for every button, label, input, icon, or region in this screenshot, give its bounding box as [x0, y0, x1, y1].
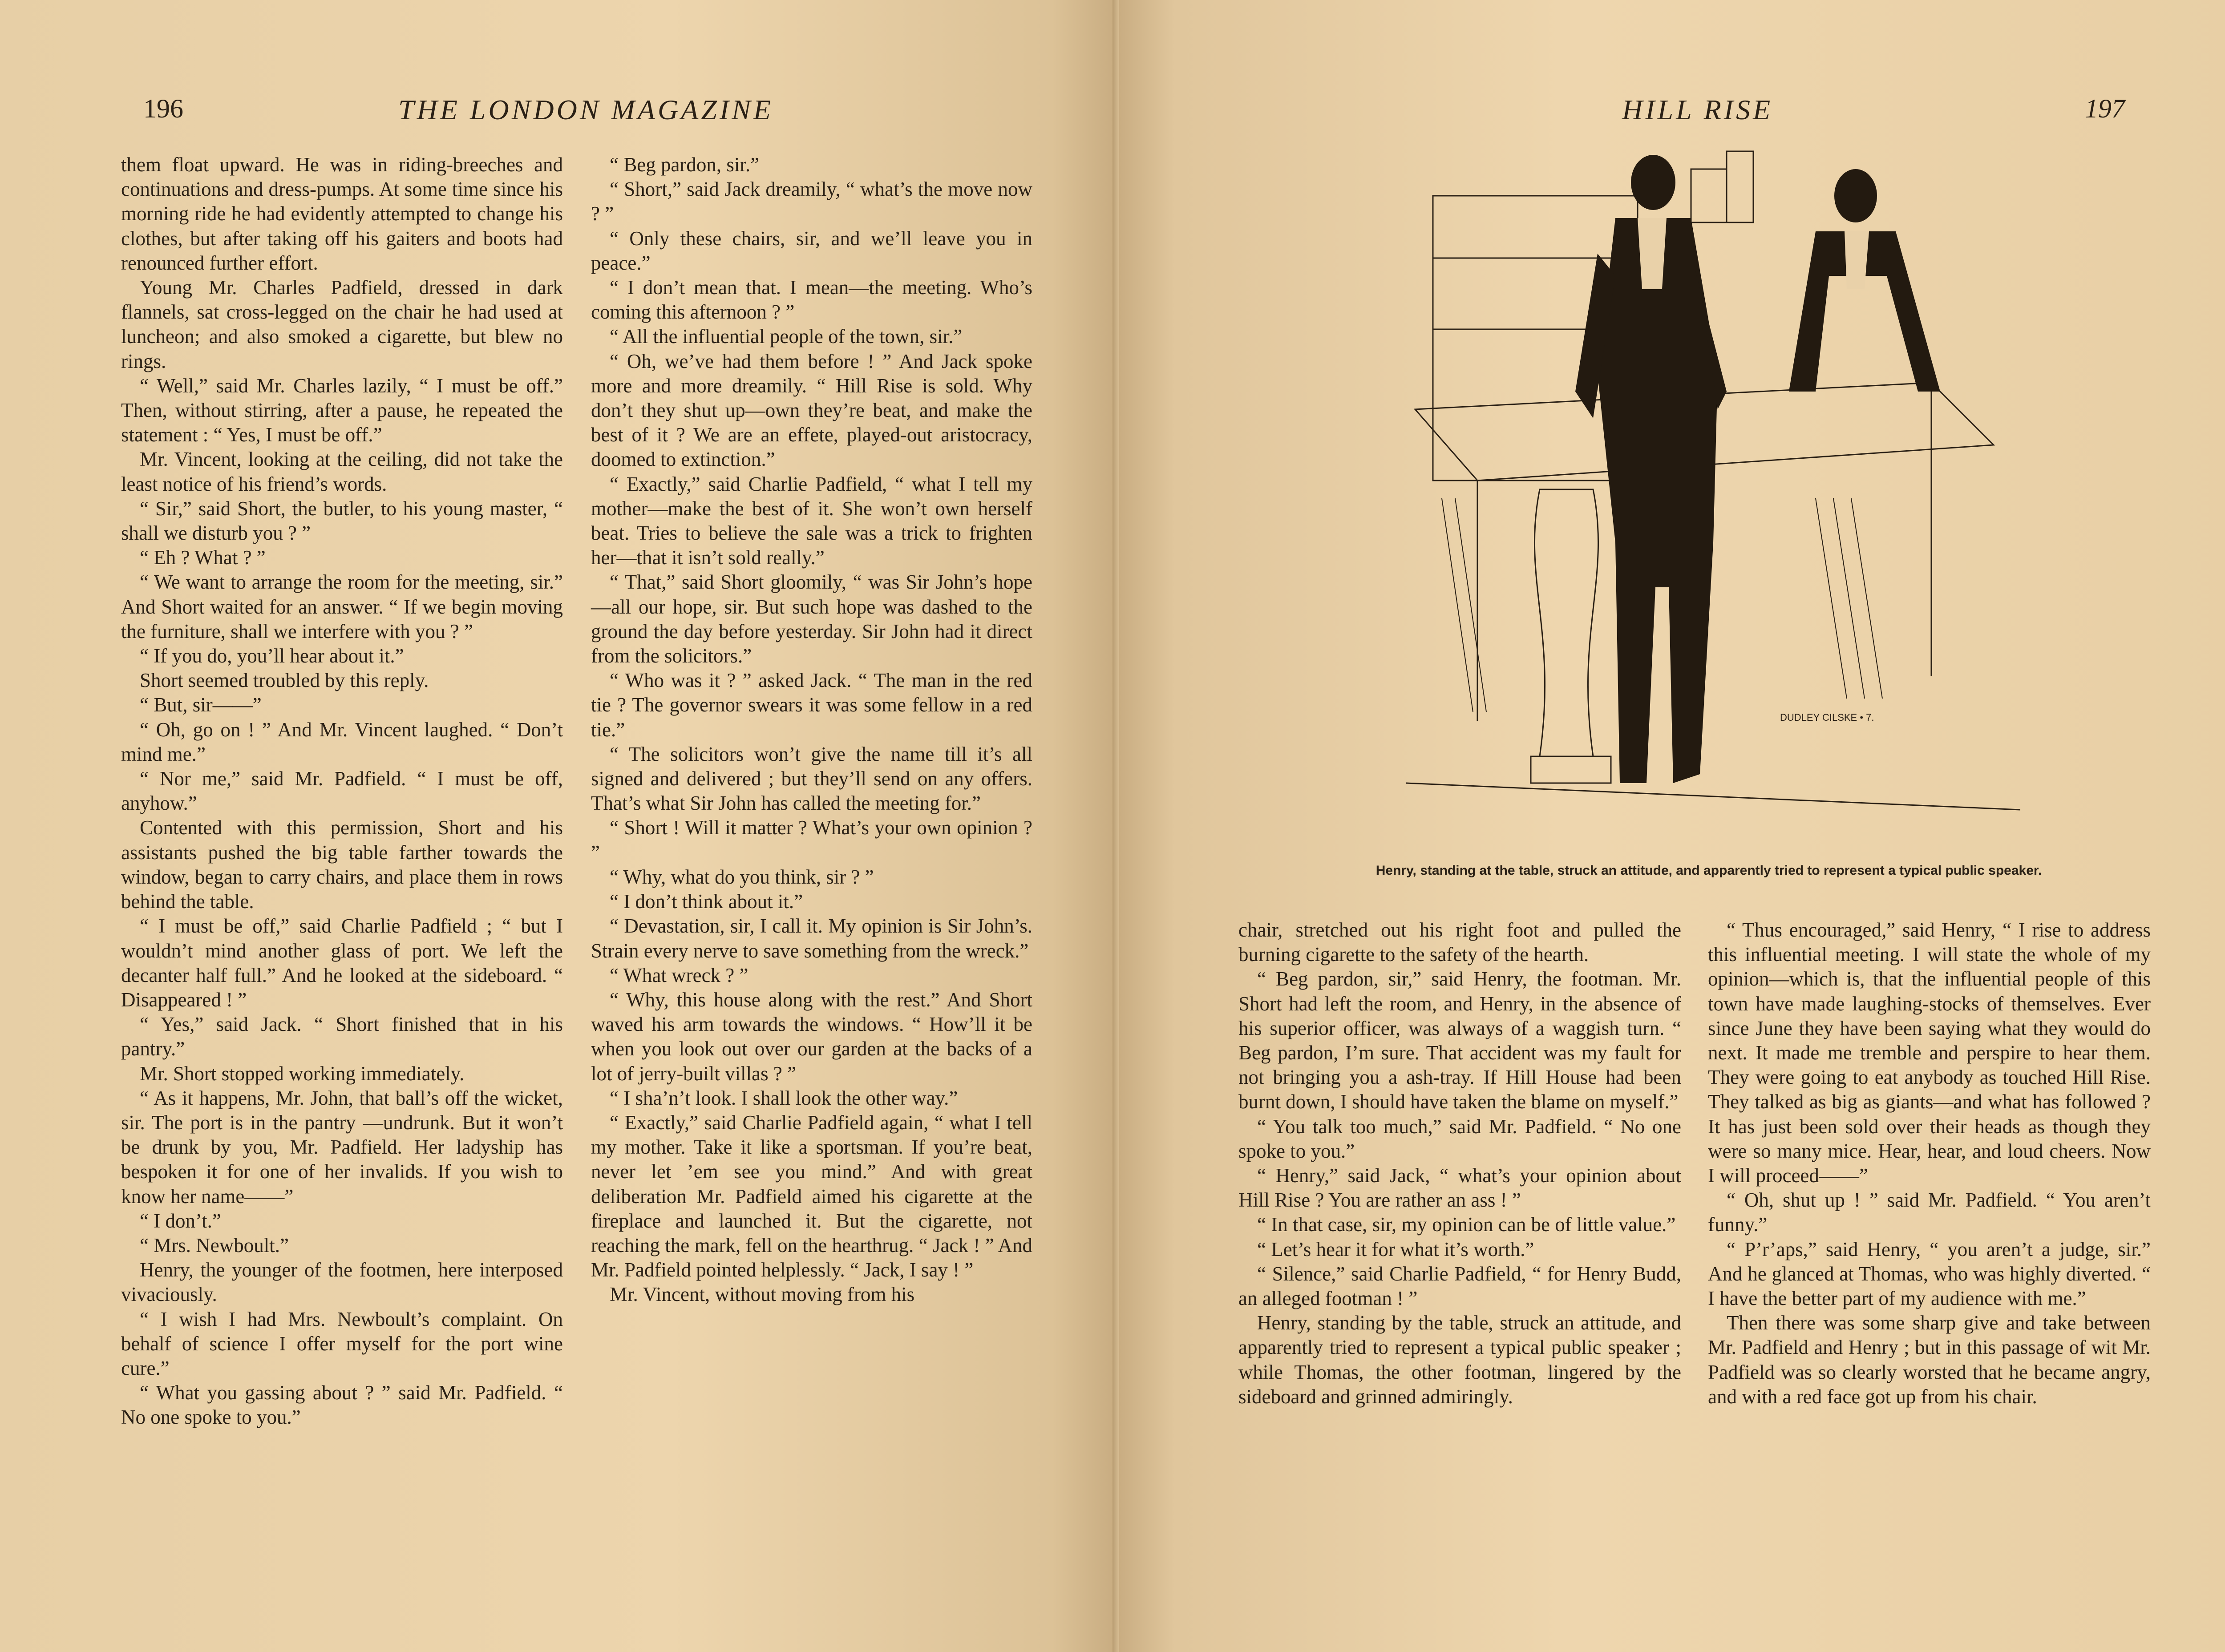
paragraph: Young Mr. Charles Padfield, dressed in dark flannels, sat cross-legged on the chair he had used at luncheon; and also smoked a cigarette, but blew no rings. [121, 276, 563, 372]
paragraph: Henry, the younger of the footmen, here interposed vivaciously. [121, 1259, 563, 1306]
artist-signature: DUDLEY CILSKE • 7. [1780, 712, 1874, 723]
paragraph: “ Oh, go on ! ” And Mr. Vincent laughed. “ Don’t mind me.” [121, 718, 563, 765]
paragraph: “ Why, this house along with the rest.” And Short waved his arm towards the windows. “ How’ll it be when you look out over our garden at the backs of a lot of jerry-built villas ? ” [591, 988, 1032, 1085]
paragraph: Contented with this permission, Short and his assistants pushed the big table farther towards the window, began to carry chairs, and place them in rows behind the table. [121, 816, 563, 913]
paragraph: “ That,” said Short gloomily, “ was Sir John’s hope—all our hope, sir. But such hope was dashed to the ground the day before yesterday. Sir John had it direct from the solicitors.” [591, 571, 1032, 667]
paragraph: “ Exactly,” said Charlie Padfield, “ what I tell my mother—make the best of it. She won’t own herself beat. Tries to believe the sale was a trick to frighten her—that it isn’t sold really.” [591, 473, 1032, 569]
paragraph: “ Eh ? What ? ” [140, 546, 266, 569]
page-number: 196 [143, 94, 183, 123]
paragraph: “ What wreck ? ” [610, 964, 748, 986]
paragraph: Then there was some sharp give and take between Mr. Padfield and Henry ; but in this passage of wit Mr. Padfield was so clearly worsted that he became angry, and with a red face got up from his chair. [1708, 1312, 2151, 1408]
paragraph: “ I don’t think about it.” [610, 890, 803, 913]
paragraph: “ All the influential people of the town, sir.” [610, 325, 963, 348]
paragraph: “ Silence,” said Charlie Padfield, “ for Henry Budd, an alleged footman ! ” [1238, 1262, 1681, 1310]
paragraph: “ Who was it ? ” asked Jack. “ The man in the red tie ? The governor swears it was some fellow in a red tie.” [591, 669, 1032, 741]
paragraph: “ Devastation, sir, I call it. My opinion is Sir John’s. Strain every nerve to save something from the wreck.” [591, 915, 1032, 962]
paragraph: Mr. Vincent, without moving from his [610, 1283, 915, 1306]
paragraph: “ I don’t.” [140, 1209, 221, 1232]
paragraph: Henry, standing by the table, struck an attitude, and apparently tried to represent a typical public speaker ; while Thomas, the other footman, lingered by the sideboard and grinned admiringly. [1238, 1312, 1681, 1408]
paragraph: “ I wish I had Mrs. Newboult’s complaint. On behalf of science I offer myself for the port wine cure.” [121, 1308, 563, 1379]
paragraph: “ Beg pardon, sir.” [610, 153, 760, 176]
paragraph: “ I sha’n’t look. I shall look the other way.” [610, 1087, 958, 1109]
paragraph: “ But, sir——” [140, 694, 262, 716]
paragraph: “ As it happens, Mr. John, that ball’s off the wicket, sir. The port is in the pantry —undrunk. But it won’t be drunk by you, Mr. Padfield. Her ladyship has bespoken it for one of her invalids. If you wish to know her name——” [121, 1087, 563, 1208]
paragraph: “ You talk too much,” said Mr. Padfield. “ No one spoke to you.” [1238, 1115, 1681, 1162]
paragraph: “ We want to arrange the room for the meeting, sir.” And Short waited for an answer. “ If we begin moving the furniture, shall we interfere with you ? ” [121, 571, 563, 642]
text-column-2 [591, 153, 1032, 1307]
running-head: THE LONDON MAGAZINE [398, 94, 773, 125]
text-column-4 [1708, 918, 2151, 1409]
illustration [1406, 142, 2020, 854]
paragraph: “ Let’s hear it for what it’s worth.” [1257, 1238, 1534, 1260]
paragraph: “ Short ! Will it matter ? What’s your own opinion ? ” [591, 816, 1032, 864]
paragraph: “ Beg pardon, sir,” said Henry, the footman. Mr. Short had left the room, and Henry, in the absence of his superior officer, was always of a waggish turn. “ Beg pardon, I’m sure. That accident was my fault for not bringing you a ash-tray. If Hill House had been burnt down, I should have taken the blame on myself.” [1238, 968, 1681, 1113]
paragraph: “ Nor me,” said Mr. Padfield. “ I must be off, anyhow.” [121, 767, 563, 815]
text-column-1 [121, 153, 563, 1430]
paragraph: “ Only these chairs, sir, and we’ll leave you in peace.” [591, 227, 1032, 274]
page-number: 197 [2085, 94, 2125, 123]
paragraph: “ Thus encouraged,” said Henry, “ I rise to address this influential meeting. I will state the whole of my opinion—which is, that the influential people of this town have made laughing-stocks of themselves. Ever since June they have been saying what they would do next. It made me tremble and perspire to hear them. They were going to eat anybody as touched Hill Rise. They talked as big as giants—and what has followed ? It has just been sold over their heads as though they were so many mice. Hear, hear, and loud cheers. Now I will proceed——” [1708, 919, 2151, 1187]
paragraph: them float upward. He was in riding-breeches and continuations and dress-pumps. At some time since his morning ride he had evidently attempted to change his clothes, but after taking off his gaiters and boots had renounced further effort. [121, 153, 563, 274]
paragraph: “ Oh, shut up ! ” said Mr. Padfield. “ You aren’t funny.” [1708, 1189, 2151, 1236]
paragraph: “ The solicitors won’t give the name till it’s all signed and delivered ; but they’ll send on any offers. That’s what Sir John has called the meeting for.” [591, 743, 1032, 815]
paragraph: Mr. Short stopped working immediately. [140, 1062, 465, 1085]
paragraph: “ Oh, we’ve had them before ! ” And Jack spoke more and more dreamily. “ Hill Rise is sold. Why don’t they shut up—own they’re beat, and make the best of it ? We are an effete, played-out aristocracy, doomed to extinction.” [591, 350, 1032, 471]
paragraph: chair, stretched out his right foot and pulled the burning cigarette to the safety of the hearth. [1238, 919, 1681, 966]
paragraph: “ Mrs. Newboult.” [140, 1234, 289, 1256]
paragraph: “ If you do, you’ll hear about it.” [140, 645, 404, 667]
paragraph: “ What you gassing about ? ” said Mr. Padfield. “ No one spoke to you.” [121, 1381, 563, 1429]
paragraph: “ Short,” said Jack dreamily, “ what’s the move now ? ” [591, 178, 1032, 225]
paragraph: “ Why, what do you think, sir ? ” [610, 865, 874, 888]
paragraph: Mr. Vincent, looking at the ceiling, did not take the least notice of his friend’s words. [121, 448, 563, 495]
paragraph: Short seemed troubled by this reply. [140, 669, 429, 692]
paragraph: “ Yes,” said Jack. “ Short finished that in his pantry.” [121, 1013, 563, 1060]
paragraph: “ Well,” said Mr. Charles lazily, “ I must be off.” Then, without stirring, after a pause, he repeated the statement : “ Yes, I must be off.” [121, 374, 563, 446]
paragraph: “ In that case, sir, my opinion can be of little value.” [1257, 1213, 1676, 1236]
running-head: HILL RISE [1622, 94, 1773, 125]
paragraph: “ Exactly,” said Charlie Padfield again, “ what I tell my mother. Take it like a sportsman. If you’re beat, never let ’em see you mind.” And with great deliberation Mr. Padfield aimed his cigarette at the fireplace and launched it. But the cigarette, not reaching the mark, fell on the hearthrug. “ Jack ! ” And Mr. Padfield pointed helplessly. “ Jack, I say ! ” [591, 1111, 1032, 1281]
paragraph: “ I must be off,” said Charlie Padfield ; “ but I wouldn’t mind another glass of port. We left the decanter half full.” And he looked at the sideboard. “ Disappeared ! ” [121, 915, 563, 1011]
text-column-3 [1238, 918, 1681, 1409]
paragraph: “ P’r’aps,” said Henry, “ you aren’t a judge, sir.” And he glanced at Thomas, who was highly diverted. “ I have the better part of my audience with me.” [1708, 1238, 2151, 1310]
paragraph: “ I don’t mean that. I mean—the meeting. Who’s coming this afternoon ? ” [591, 276, 1032, 323]
illustration-caption: Henry, standing at the table, struck an attitude, and apparently tried to represent a typical public speaker. [1375, 863, 2042, 878]
paragraph: “ Henry,” said Jack, “ what’s your opinion about Hill Rise ? You are rather an ass ! ” [1238, 1164, 1681, 1212]
paragraph: “ Sir,” said Short, the butler, to his young master, “ shall we disturb you ? ” [121, 497, 563, 545]
